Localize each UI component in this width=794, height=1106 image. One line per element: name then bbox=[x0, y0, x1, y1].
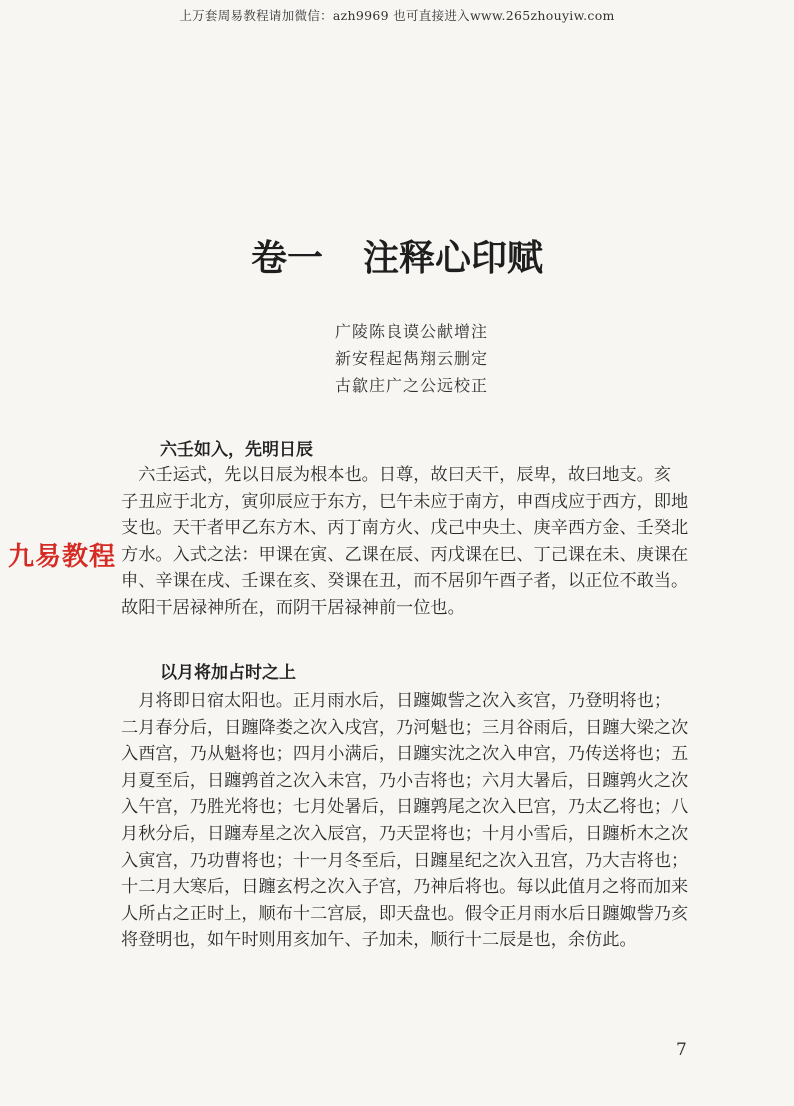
text-line: 入寅宫，乃功曹将也；十一月冬至后，日躔星纪之次入丑宫，乃大吉将也； bbox=[121, 850, 689, 871]
text-line: 月将即日宿太阳也。正月雨水后，日躔娵訾之次入亥宫，乃登明将也； bbox=[121, 691, 672, 711]
credit-line: 新安程起雋翔云删定 bbox=[335, 349, 489, 368]
credit-line: 古歙庄广之公远校正 bbox=[335, 376, 489, 395]
watermark: 九易教程 bbox=[8, 542, 117, 572]
page-number: 7 bbox=[676, 1040, 687, 1060]
text-line: 二月春分后，日躔降娄之次入戌宫，乃河魁也；三月谷雨后，日躔大梁之次 bbox=[121, 717, 689, 738]
credit-line: 广陵陈良谟公献增注 bbox=[335, 322, 489, 341]
text-line: 故阳干居禄神所在，而阴干居禄神前一位也。 bbox=[121, 597, 465, 618]
text-line: 申、辛课在戌、壬课在亥、癸课在丑，而不居卯午酉子者，以正位不敢当。 bbox=[121, 571, 689, 592]
volume-name: 注释心印赋 bbox=[363, 238, 544, 279]
text-line: 支也。天干者甲乙东方木、丙丁南方火、戊己中央土、庚辛西方金、壬癸北 bbox=[121, 518, 689, 539]
text-line: 月夏至后，日躔鹑首之次入未宫，乃小吉将也；六月大暑后，日躔鹑火之次 bbox=[121, 770, 689, 791]
text-line: 人所占之正时上，顺布十二宫辰，即天盘也。假令正月雨水后日躔娵訾乃亥 bbox=[121, 903, 689, 924]
volume-title bbox=[0, 230, 794, 281]
volume-number: 卷一 bbox=[250, 238, 323, 279]
credits bbox=[335, 318, 488, 399]
text-line: 入酉宫，乃从魁将也；四月小满后，日躔实沈之次入申宫，乃传送将也；五 bbox=[121, 744, 689, 765]
paragraph bbox=[121, 462, 711, 622]
text-line: 方水。入式之法：甲课在寅、乙课在辰、丙戊课在巳、丁己课在未、庚课在 bbox=[121, 544, 689, 565]
text-line: 将登明也，如午时则用亥加午、子加未，顺行十二辰是也，余仿此。 bbox=[121, 930, 637, 951]
text-line: 子丑应于北方，寅卯辰应于东方，巳午未应于南方，申酉戌应于西方，即地 bbox=[121, 491, 689, 512]
text-line: 十二月大寒后，日躔玄枵之次入子宫，乃神后将也。每以此值月之将而加来 bbox=[121, 877, 689, 898]
text-line: 六壬运式，先以日辰为根本也。日尊，故曰天干，辰卑，故曰地支。亥 bbox=[121, 465, 672, 485]
section-heading: 以月将加占时之上 bbox=[160, 663, 296, 683]
section-heading: 六壬如入，先明日辰 bbox=[160, 440, 313, 460]
text-line: 月秋分后，日躔寿星之次入辰宫，乃天罡将也；十月小雪后，日躔析木之次 bbox=[121, 823, 689, 844]
paragraph bbox=[121, 688, 711, 954]
text-line: 入午宫，乃胜光将也；七月处暑后，日躔鹑尾之次入巳宫，乃太乙将也；八 bbox=[121, 797, 689, 818]
header-note: 上万套周易教程请加微信：azh9969 也可直接进入www.265zhouyiw.com bbox=[179, 8, 615, 23]
